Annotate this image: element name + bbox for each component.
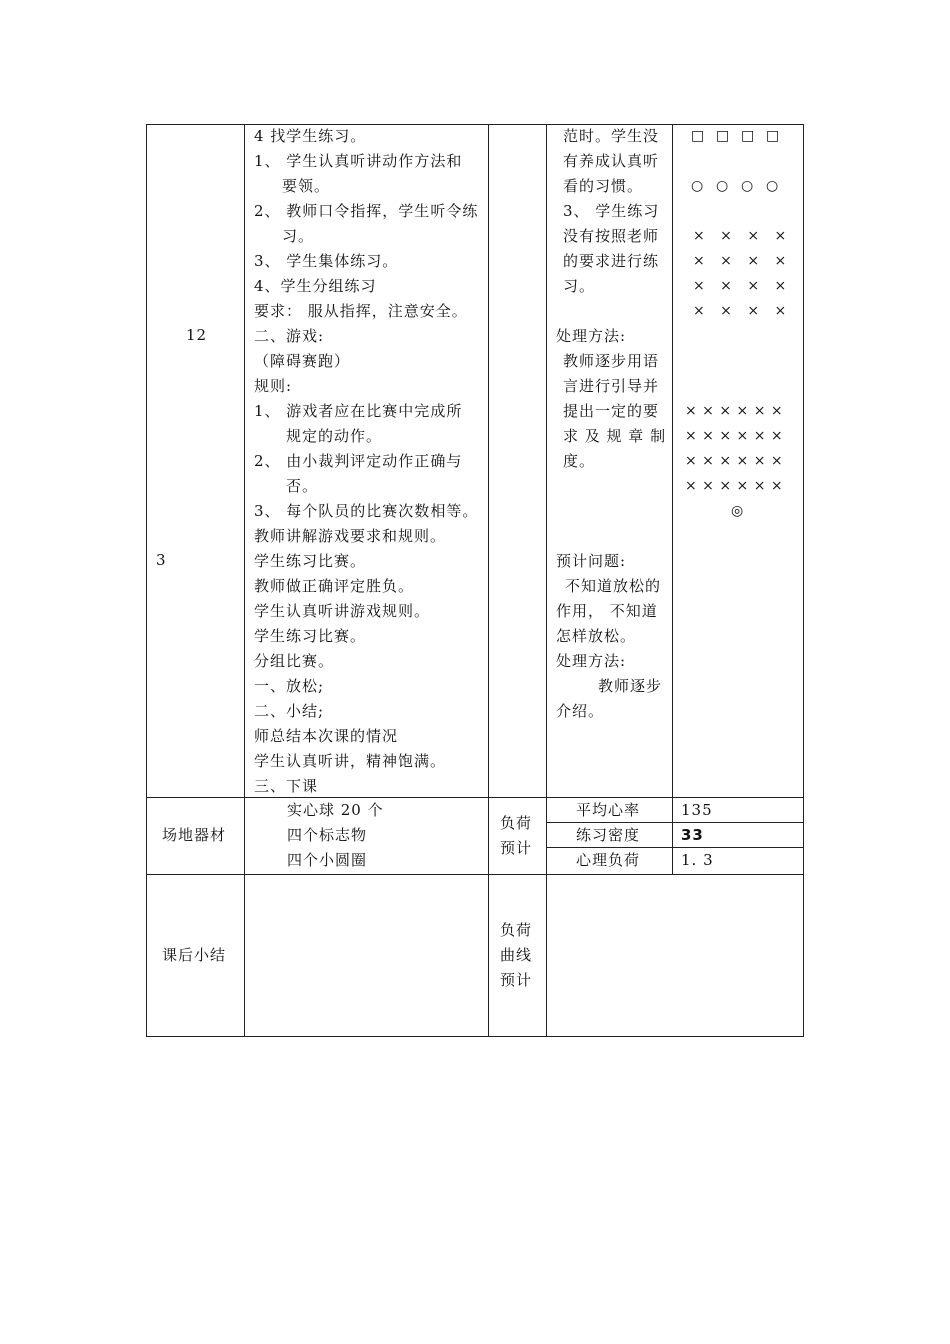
problem-line: 习。	[563, 277, 596, 295]
content-line: 二、小结;	[254, 702, 325, 720]
problem-line: 作用， 不知道	[556, 602, 658, 620]
content-line: 规定的动作。	[286, 427, 383, 445]
column-divider-1	[244, 124, 245, 1037]
problem-line: 求 及 规 章 制	[563, 427, 667, 445]
content-line: 一、放松;	[254, 677, 325, 695]
equipment-label: 场地器材	[162, 826, 227, 844]
content-line: 规则:	[254, 377, 293, 395]
content-line: 学生认真听讲游戏规则。	[254, 602, 431, 620]
student-cross-row: × × × × × ×	[685, 478, 783, 494]
content-line: 教师讲解游戏要求和规则。	[254, 527, 447, 545]
problem-line: 介绍。	[556, 702, 605, 720]
circle-marker: ○	[716, 178, 729, 194]
content-line: 要领。	[282, 177, 331, 195]
equipment-item: 四个小圆圈	[287, 851, 368, 869]
circle-marker: ○	[741, 178, 754, 194]
problem-line: 有养成认真听	[563, 152, 660, 170]
square-marker: □	[691, 128, 705, 144]
curve-label: 曲线	[500, 946, 533, 964]
curve-label: 预计	[500, 971, 533, 989]
column-divider-3	[546, 124, 547, 1037]
content-line: 4、学生分组练习	[254, 277, 377, 295]
content-line: 3、 每个队员的比赛次数相等。	[254, 502, 479, 520]
content-line: 2、 由小裁判评定动作正确与	[254, 452, 463, 470]
content-line: 教师做正确评定胜负。	[254, 577, 415, 595]
load-label: 负荷	[500, 814, 533, 832]
problem-line: 不知道放松的	[565, 577, 662, 595]
teacher-marker: ◎	[731, 503, 744, 519]
table-right-border	[803, 124, 804, 1037]
content-line: 学生认真听讲，精神饱满。	[254, 752, 447, 770]
column-divider-2	[488, 124, 489, 1037]
problem-line: 教师逐步用语	[563, 352, 660, 370]
content-line: 分组比赛。	[254, 652, 335, 670]
problem-line: 处理方法:	[556, 652, 627, 670]
problem-line: 没有按照老师	[563, 227, 660, 245]
content-line: 否。	[286, 477, 319, 495]
student-cross-row: × × × × × ×	[685, 428, 783, 444]
content-line: 师总结本次课的情况	[254, 727, 399, 745]
problem-line: 提出一定的要	[563, 402, 660, 420]
curve-label: 负荷	[500, 921, 533, 939]
student-cross-row: × × × ×	[693, 278, 787, 294]
problem-line: 教师逐步	[598, 677, 663, 695]
load-label: 预计	[500, 839, 533, 857]
metric-name: 练习密度	[576, 826, 641, 844]
column-divider-4	[672, 124, 673, 874]
content-line: （障碍赛跑）	[254, 352, 351, 370]
equipment-item: 四个标志物	[287, 826, 368, 844]
problem-line: 言进行引导并	[563, 377, 660, 395]
student-cross-row: × × × × × ×	[685, 403, 783, 419]
student-cross-row: × × × ×	[693, 253, 787, 269]
problem-line: 预计问题:	[556, 552, 627, 570]
metric-name: 心理负荷	[576, 851, 641, 869]
square-marker: □	[716, 128, 730, 144]
content-line: 2、 教师口令指挥，学生听令练	[254, 202, 479, 220]
problem-line: 怎样放松。	[556, 627, 637, 645]
problem-line: 度。	[563, 452, 596, 470]
content-line: 4 找学生练习。	[254, 127, 367, 145]
problem-line: 范时。学生没	[563, 127, 660, 145]
time-12: 12	[186, 326, 208, 344]
problem-line: 处理方法:	[556, 327, 627, 345]
metric-name: 平均心率	[576, 801, 641, 819]
student-cross-row: × × × ×	[693, 303, 787, 319]
content-line: 二、游戏:	[254, 327, 325, 345]
content-line: 学生练习比赛。	[254, 627, 367, 645]
equipment-item: 实心球 20 个	[287, 801, 384, 819]
student-cross-row: × × × × × ×	[685, 453, 783, 469]
metric-value: 135	[681, 801, 713, 819]
content-line: 习。	[282, 227, 315, 245]
problem-line: 3、 学生练习	[563, 202, 660, 220]
summary-label: 课后小结	[162, 946, 227, 964]
content-line: 1、 游戏者应在比赛中完成所	[254, 402, 463, 420]
time-3: 3	[156, 551, 167, 569]
content-line: 要求： 服从指挥，注意安全。	[254, 302, 468, 320]
problem-line: 看的习惯。	[563, 177, 644, 195]
metric-value: 33	[681, 826, 704, 844]
metric-value: 1. 3	[681, 851, 714, 869]
circle-marker: ○	[766, 178, 779, 194]
square-marker: □	[766, 128, 780, 144]
circle-marker: ○	[691, 178, 704, 194]
square-marker: □	[741, 128, 755, 144]
student-cross-row: × × × ×	[693, 228, 787, 244]
table-left-border	[146, 124, 147, 1037]
content-line: 1、 学生认真听讲动作方法和	[254, 152, 463, 170]
content-line: 3、 学生集体练习。	[254, 252, 399, 270]
content-line: 学生练习比赛。	[254, 552, 367, 570]
content-line: 三、下课	[254, 777, 319, 795]
problem-line: 的要求进行练	[563, 252, 660, 270]
